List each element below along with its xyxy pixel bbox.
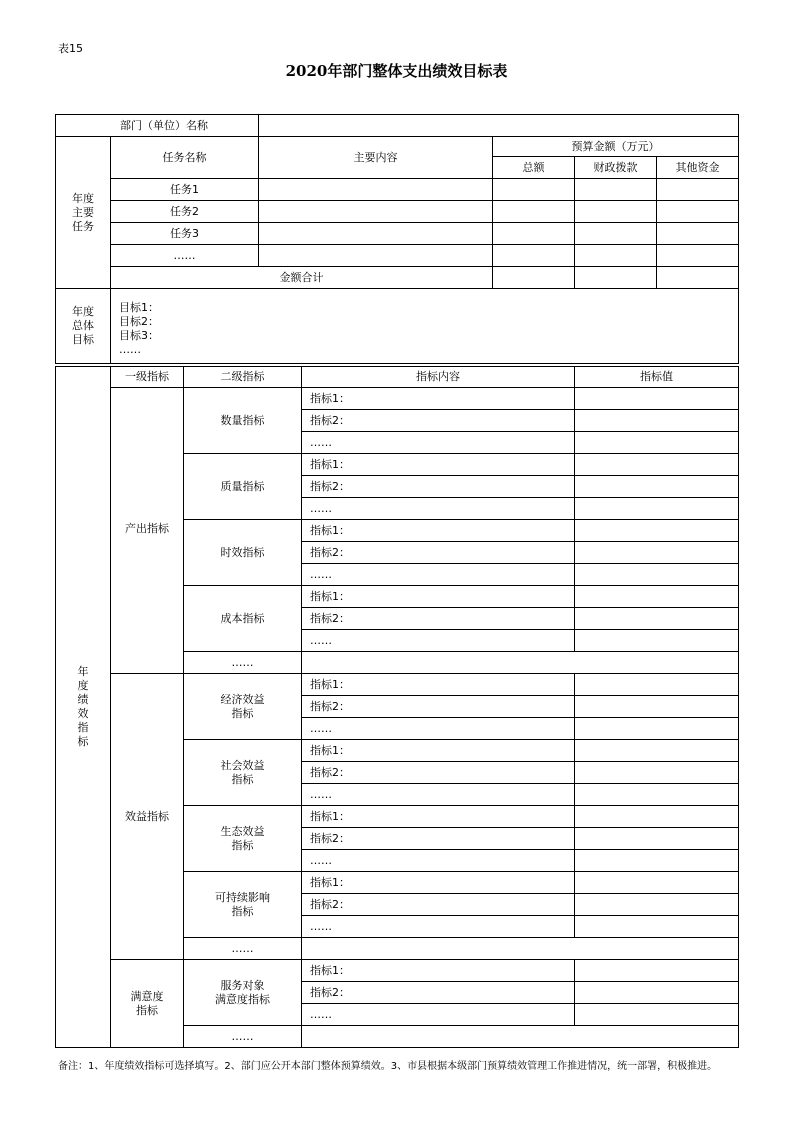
- total-header: 总额: [493, 157, 575, 179]
- indicator-content-cell[interactable]: 指标1：: [302, 740, 575, 762]
- indicator-value-cell[interactable]: [575, 476, 739, 498]
- indicator-value-cell[interactable]: [575, 784, 739, 806]
- indicator-content-cell[interactable]: 指标2：: [302, 542, 575, 564]
- indicator-value-cell[interactable]: [575, 828, 739, 850]
- task-content-cell[interactable]: [259, 245, 493, 267]
- task-content-cell[interactable]: [259, 201, 493, 223]
- sum-label: 金额合计: [111, 267, 493, 289]
- indicator-content-cell[interactable]: ……: [302, 718, 575, 740]
- task-other-cell[interactable]: [657, 179, 739, 201]
- indicator-content-cell[interactable]: 指标2：: [302, 982, 575, 1004]
- other-funds-header: 其他资金: [657, 157, 739, 179]
- indicator-value-cell[interactable]: [575, 520, 739, 542]
- footnote: 备注：1、年度绩效指标可选择填写。2、部门应公开本部门整体预算绩效。3、市县根据本级部门预算绩效管理工作推进情况，统一部署，积极推进。: [58, 1061, 718, 1072]
- indicator-content-cell[interactable]: ……: [302, 498, 575, 520]
- indicator-value-cell[interactable]: [575, 410, 739, 432]
- indicator-content-cell[interactable]: 指标2：: [302, 476, 575, 498]
- indicator-content-cell[interactable]: 指标1：: [302, 674, 575, 696]
- task-content-cell[interactable]: [259, 223, 493, 245]
- indicator-content-cell[interactable]: ……: [302, 850, 575, 872]
- service-satisfaction-indicator-label: 服务对象 满意度指标: [184, 960, 302, 1026]
- budget-amount-header: 预算金额（万元）: [493, 137, 739, 157]
- level2-ellipsis: ……: [184, 1026, 302, 1048]
- indicator-value-cell[interactable]: [575, 1004, 739, 1026]
- dept-name-label: 部门（单位）名称: [56, 115, 259, 137]
- indicator-content-cell[interactable]: 指标2：: [302, 828, 575, 850]
- indicator-content-cell[interactable]: 指标1：: [302, 388, 575, 410]
- indicator-value-cell[interactable]: [575, 630, 739, 652]
- indicator-extra-cell[interactable]: [302, 938, 739, 960]
- sustainable-impact-indicator-label: 可持续影响 指标: [184, 872, 302, 938]
- indicator-extra-cell[interactable]: [302, 652, 739, 674]
- task-other-cell[interactable]: [657, 245, 739, 267]
- sum-other-cell[interactable]: [657, 267, 739, 289]
- indicator-content-cell[interactable]: ……: [302, 1004, 575, 1026]
- indicator-content-cell[interactable]: ……: [302, 630, 575, 652]
- quantity-indicator-label: 数量指标: [184, 388, 302, 454]
- indicator-value-cell[interactable]: [575, 982, 739, 1004]
- indicator-value-cell[interactable]: [575, 894, 739, 916]
- sum-fiscal-cell[interactable]: [575, 267, 657, 289]
- task-total-cell[interactable]: [493, 245, 575, 267]
- annual-goals-field[interactable]: 目标1： 目标2： 目标3： ……: [111, 289, 739, 364]
- indicator-value-cell[interactable]: [575, 608, 739, 630]
- social-benefit-indicator-label: 社会效益 指标: [184, 740, 302, 806]
- indicator-content-cell[interactable]: ……: [302, 564, 575, 586]
- sum-total-cell[interactable]: [493, 267, 575, 289]
- level2-ellipsis: ……: [184, 652, 302, 674]
- cost-indicator-label: 成本指标: [184, 586, 302, 652]
- quality-indicator-label: 质量指标: [184, 454, 302, 520]
- indicator-value-cell[interactable]: [575, 432, 739, 454]
- performance-indicator-table: [55, 366, 739, 1048]
- indicator-content-cell[interactable]: ……: [302, 916, 575, 938]
- indicator-extra-cell[interactable]: [302, 1026, 739, 1048]
- satisfaction-indicators-label: 满意度 指标: [111, 960, 184, 1048]
- economic-benefit-indicator-label: 经济效益 指标: [184, 674, 302, 740]
- benefit-indicators-label: 效益指标: [111, 674, 184, 960]
- task-total-cell[interactable]: [493, 223, 575, 245]
- indicator-content-cell[interactable]: 指标2：: [302, 410, 575, 432]
- indicator-value-header: 指标值: [575, 367, 739, 388]
- task-total-cell[interactable]: [493, 179, 575, 201]
- indicator-value-cell[interactable]: [575, 454, 739, 476]
- indicator-value-cell[interactable]: [575, 806, 739, 828]
- task-name-cell: 任务2: [111, 201, 259, 223]
- fiscal-appropriation-header: 财政拨款: [575, 157, 657, 179]
- annual-tasks-label: 年度 主要 任务: [56, 137, 111, 289]
- indicator-content-cell[interactable]: 指标1：: [302, 454, 575, 476]
- indicator-content-cell[interactable]: 指标2：: [302, 762, 575, 784]
- indicator-content-cell[interactable]: 指标1：: [302, 586, 575, 608]
- main-content-header: 主要内容: [259, 137, 493, 179]
- indicator-value-cell[interactable]: [575, 696, 739, 718]
- dept-name-field[interactable]: [259, 115, 739, 137]
- level2-header: 二级指标: [184, 367, 302, 388]
- indicator-value-cell[interactable]: [575, 498, 739, 520]
- level2-ellipsis: ……: [184, 938, 302, 960]
- task-other-cell[interactable]: [657, 201, 739, 223]
- indicator-value-cell[interactable]: [575, 740, 739, 762]
- timeliness-indicator-label: 时效指标: [184, 520, 302, 586]
- task-fiscal-cell[interactable]: [575, 179, 657, 201]
- indicator-value-cell[interactable]: [575, 850, 739, 872]
- indicator-content-cell[interactable]: ……: [302, 432, 575, 454]
- table-number: 表15: [58, 42, 83, 55]
- indicator-value-cell[interactable]: [575, 388, 739, 410]
- indicator-content-header: 指标内容: [302, 367, 575, 388]
- document-title: 2020年部门整体支出绩效目标表: [285, 62, 508, 80]
- indicator-content-cell[interactable]: 指标2：: [302, 894, 575, 916]
- indicator-value-cell[interactable]: [575, 586, 739, 608]
- budget-task-table: [55, 114, 739, 364]
- task-name-header: 任务名称: [111, 137, 259, 179]
- indicator-value-cell[interactable]: [575, 718, 739, 740]
- indicator-content-cell[interactable]: 指标2：: [302, 696, 575, 718]
- indicator-value-cell[interactable]: [575, 542, 739, 564]
- ecological-benefit-indicator-label: 生态效益 指标: [184, 806, 302, 872]
- indicator-content-cell[interactable]: 指标1：: [302, 960, 575, 982]
- annual-goals-label: 年度 总体 目标: [56, 289, 111, 364]
- task-fiscal-cell[interactable]: [575, 201, 657, 223]
- task-other-cell[interactable]: [657, 223, 739, 245]
- indicator-value-cell[interactable]: [575, 674, 739, 696]
- indicator-content-cell[interactable]: 指标1：: [302, 520, 575, 542]
- indicator-value-cell[interactable]: [575, 872, 739, 894]
- indicator-content-cell[interactable]: 指标1：: [302, 806, 575, 828]
- indicator-value-cell[interactable]: [575, 762, 739, 784]
- task-name-cell: 任务3: [111, 223, 259, 245]
- task-name-cell: ……: [111, 245, 259, 267]
- annual-indicators-label: 年 度 绩 效 指 标: [56, 367, 111, 1048]
- indicator-value-cell[interactable]: [575, 916, 739, 938]
- task-name-cell: 任务1: [111, 179, 259, 201]
- task-fiscal-cell[interactable]: [575, 245, 657, 267]
- indicator-value-cell[interactable]: [575, 564, 739, 586]
- indicator-content-cell[interactable]: 指标1：: [302, 872, 575, 894]
- level1-header: 一级指标: [111, 367, 184, 388]
- output-indicators-label: 产出指标: [111, 388, 184, 674]
- task-total-cell[interactable]: [493, 201, 575, 223]
- task-fiscal-cell[interactable]: [575, 223, 657, 245]
- indicator-value-cell[interactable]: [575, 960, 739, 982]
- indicator-content-cell[interactable]: 指标2：: [302, 608, 575, 630]
- task-content-cell[interactable]: [259, 179, 493, 201]
- indicator-content-cell[interactable]: ……: [302, 784, 575, 806]
